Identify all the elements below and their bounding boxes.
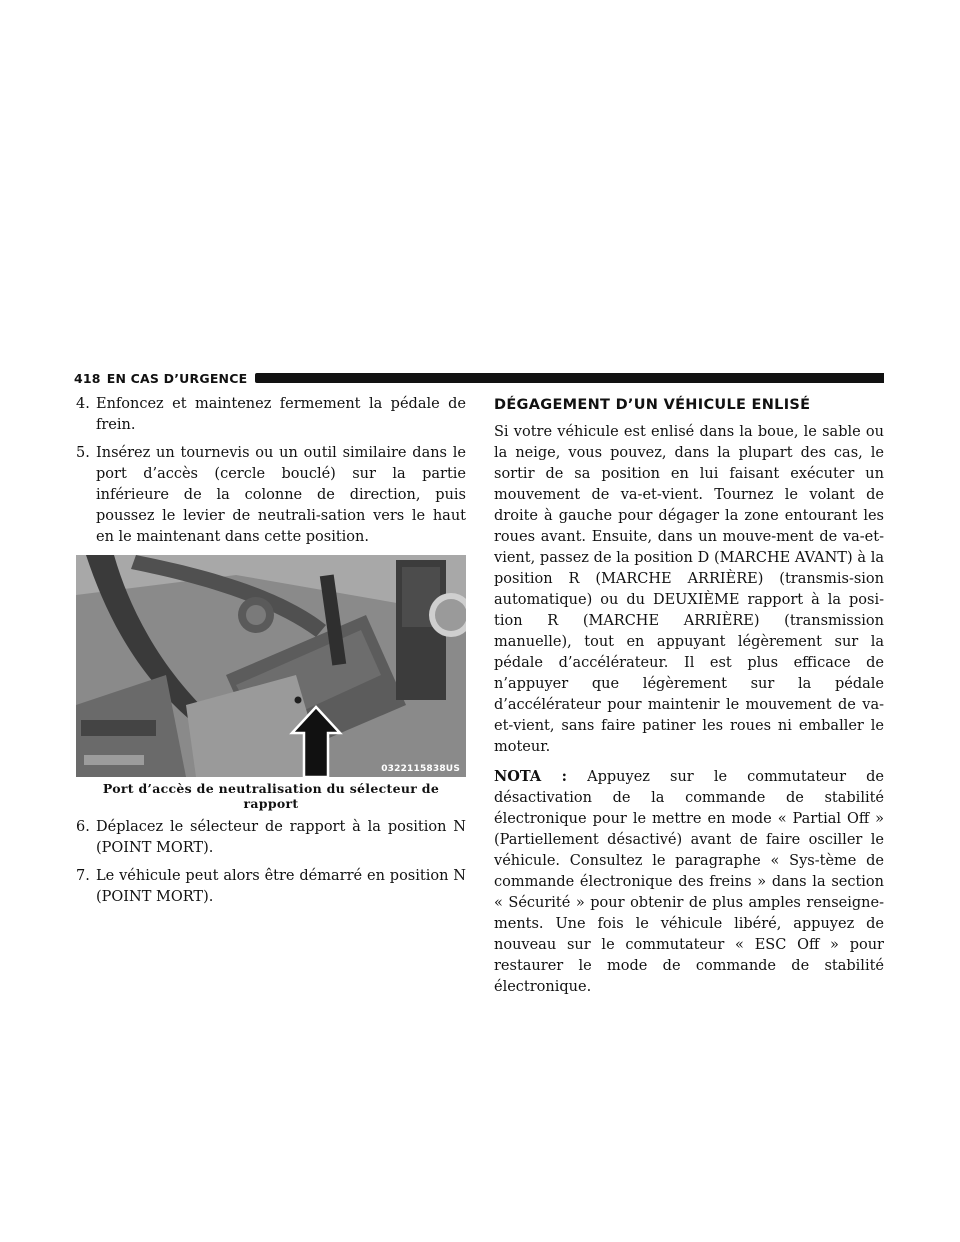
- step-number: 6.: [76, 819, 90, 835]
- body-paragraph: Si votre véhicule est enlisé dans la boue, le sable ou la neige, vous pouvez, dans la plupart des cas, le sortir de sa position en lui faisant exécuter un mouvement de va-et-vient. Tournez le volant de droite à gauche pour dégager la zone entourant les roues avant. Ensuite, dans un mouve-ment de va-et-vient, passez de la position D (MARCHE AVANT) à la position R (MARCHE ARRIÈRE) (transmis-sion automatique) ou du DEUXIÈME rapport à la posi-tion R (MARCHE ARRIÈRE) (transmission manuelle), tout en appuyant légèrement sur la pédale d’accélérateur. Il est plus efficace de n’appuyer que légèrement sur la pédale d’accélérateur pour maintenir le mouvement de va-et-vient, sans faire patiner les roues ni emballer le moteur.: [494, 424, 884, 755]
- section-title: EN CAS D’URGENCE: [106, 370, 248, 386]
- step-number: 5.: [76, 445, 90, 461]
- figure-caption: Port d’accès de neutralisation du sélecteur de rapport: [102, 781, 440, 811]
- section-heading: DÉGAGEMENT D’UN VÉHICULE ENLISÉ: [494, 397, 811, 413]
- note-paragraph: [494, 766, 884, 998]
- left-column: [76, 394, 466, 915]
- running-header: [74, 370, 884, 386]
- note-text: Appuyez sur le commutateur de désactivation de la commande de stabilité électronique pour le mettre en mode « Partial Off » (Partiellement désactivé) avant de faire osciller le véhicule. Consultez le paragraphe « Sys-tème de commande électronique des freins » dans la section « Sécurité » pour obtenir de plus amples renseigne-ments. Une fois le véhicule libéré, appuyez de nouveau sur le commutateur « ESC Off » pour restaurer le mode de commande de stabilité électronique.: [494, 769, 884, 995]
- figure-photo: [76, 555, 466, 777]
- step-item: [76, 394, 466, 436]
- step-number: 7.: [76, 868, 90, 884]
- step-item: [76, 443, 466, 548]
- step-text: Le véhicule peut alors être démarré en position N (POINT MORT).: [96, 868, 466, 905]
- step-text: Déplacez le sélecteur de rapport à la position N (POINT MORT).: [96, 819, 466, 856]
- right-column: [494, 394, 884, 1006]
- step-text: Insérez un tournevis ou un outil similaire dans le port d’accès (cercle bouclé) sur la partie inférieure de la colonne de direction, puis poussez le levier de neutrali-sation vers le haut en le maintenant dans cette position.: [96, 445, 466, 545]
- step-number: 4.: [76, 396, 90, 412]
- page-number: 418: [74, 370, 101, 386]
- steering-column-illustration: [76, 555, 466, 777]
- step-item: [76, 866, 466, 908]
- step-item: [76, 817, 466, 859]
- header-rule: [255, 373, 884, 383]
- note-label: NOTA :: [494, 768, 568, 785]
- step-text: Enfoncez et maintenez fermement la pédale de frein.: [96, 396, 466, 433]
- figure-code: 0322115838US: [381, 764, 460, 774]
